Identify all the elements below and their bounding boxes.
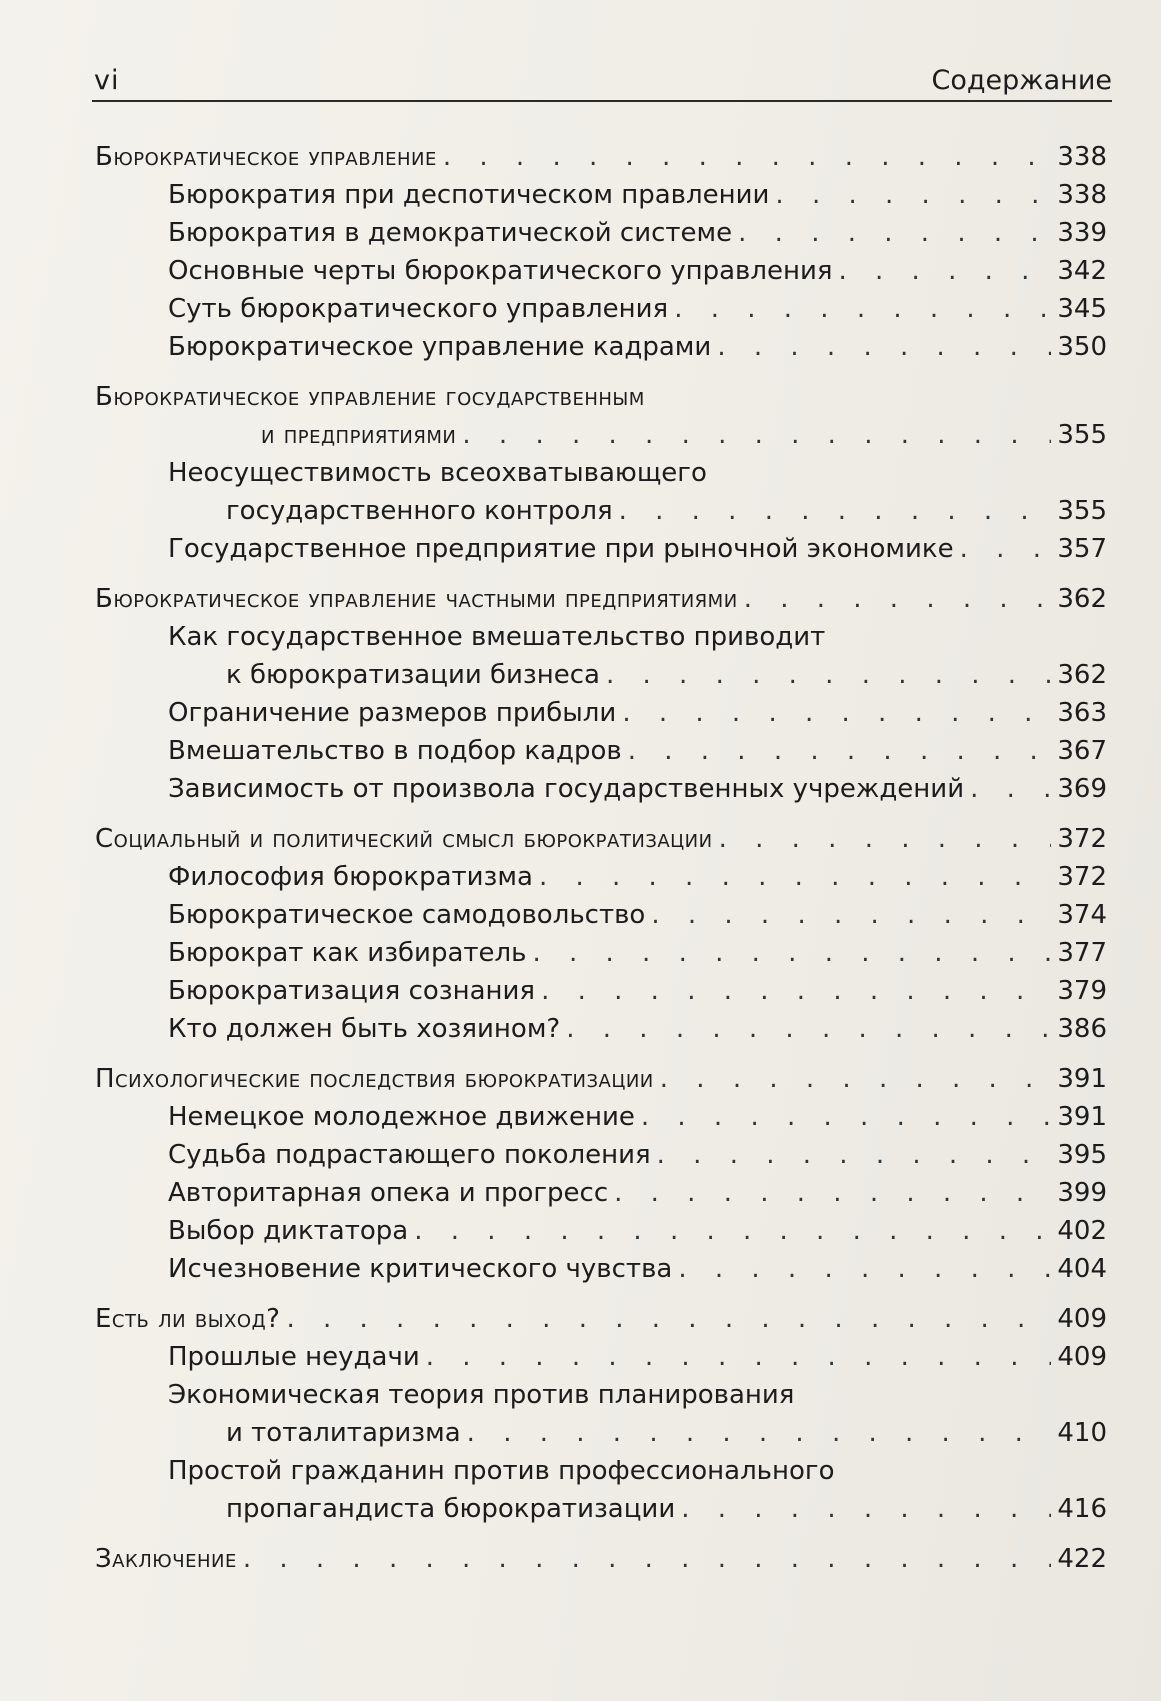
toc-section[interactable]	[95, 770, 1107, 808]
toc-section[interactable]	[95, 972, 1107, 1010]
dot-leader	[964, 770, 1051, 808]
toc-entry-title-line1: Простой гражданин против профессионального	[168, 1456, 835, 1486]
toc-section[interactable]	[95, 1338, 1107, 1376]
dot-leader	[622, 732, 1051, 770]
dot-leader	[456, 416, 1051, 454]
toc-entry-title: Судьба подрастающего поколения	[168, 1140, 651, 1170]
toc-chapter[interactable]	[95, 378, 1107, 454]
toc-entry-title: Государственное предприятие при рыночной экономике	[168, 534, 954, 564]
toc-page-number: 391	[1057, 1102, 1107, 1132]
toc-chapter[interactable]	[95, 580, 1107, 618]
toc-page-number: 362	[1057, 660, 1107, 690]
toc-entry-title: Социальный и политический смысл бюрократизации	[95, 824, 713, 854]
toc-page-number: 338	[1057, 180, 1107, 210]
running-header	[92, 58, 1112, 102]
dot-leader	[672, 1250, 1051, 1288]
toc-page-number: 367	[1057, 736, 1107, 766]
toc-entry-title: Психологические последствия бюрократизации	[95, 1064, 654, 1094]
toc-entry-title-line2: и тоталитаризма	[226, 1418, 461, 1448]
toc-entry-title-line2: и предприятиями	[261, 420, 457, 450]
toc-section[interactable]	[95, 252, 1107, 290]
toc-section[interactable]	[95, 618, 1107, 694]
toc-page-number: 416	[1057, 1494, 1107, 1524]
toc-page-number: 355	[1057, 420, 1107, 450]
dot-leader	[645, 896, 1051, 934]
dot-leader	[437, 138, 1051, 176]
toc-entry-title-line2: к бюрократизации бизнеса	[226, 660, 600, 690]
dot-leader	[635, 1098, 1051, 1136]
toc-section[interactable]	[95, 1250, 1107, 1288]
toc-page-number: 410	[1057, 1418, 1107, 1448]
dot-leader	[237, 1540, 1051, 1578]
dot-leader	[600, 656, 1051, 694]
toc-entry-title-line1: Как государственное вмешательство приводит	[168, 622, 826, 652]
dot-leader	[608, 1174, 1051, 1212]
toc-section[interactable]	[95, 1136, 1107, 1174]
toc-section[interactable]	[95, 328, 1107, 366]
toc-entry-title: Бюрократизация сознания	[168, 976, 536, 1006]
toc-page-number: 391	[1057, 1064, 1107, 1094]
toc-page-number: 342	[1057, 256, 1107, 286]
toc-page-number: 377	[1057, 938, 1107, 968]
dot-leader	[613, 492, 1051, 530]
toc-entry-title-line1: Неосуществимость всеохватывающего	[168, 458, 707, 488]
toc-page-number: 350	[1057, 332, 1107, 362]
toc-chapter[interactable]	[95, 820, 1107, 858]
dot-leader	[954, 530, 1051, 568]
dot-leader	[280, 1300, 1051, 1338]
dot-leader	[668, 290, 1051, 328]
toc-section[interactable]	[95, 858, 1107, 896]
toc-section[interactable]	[95, 1212, 1107, 1250]
toc-page-number: 363	[1057, 698, 1107, 728]
toc-entry-title: Бюрократическое самодовольство	[168, 900, 646, 930]
dot-leader	[833, 252, 1052, 290]
dot-leader	[711, 328, 1051, 366]
toc-page-number: 338	[1057, 142, 1107, 172]
dot-leader	[535, 972, 1051, 1010]
toc-page-number: 355	[1057, 496, 1107, 526]
toc-entry-title: Заключение	[95, 1544, 237, 1574]
toc-entry-title: Бюрократия в демократической системе	[168, 218, 733, 248]
toc-chapter[interactable]	[95, 1060, 1107, 1098]
toc-section[interactable]	[95, 694, 1107, 732]
dot-leader	[651, 1136, 1051, 1174]
toc-entry-title: Основные черты бюрократического управления	[168, 256, 833, 286]
toc-entry-title: Немецкое молодежное движение	[168, 1102, 635, 1132]
toc-entry-title: Вмешательство в подбор кадров	[168, 736, 622, 766]
toc-section[interactable]	[95, 1098, 1107, 1136]
toc-page-number: 404	[1057, 1254, 1107, 1284]
toc-entry-title: Суть бюрократического управления	[168, 294, 669, 324]
toc-section[interactable]	[95, 1376, 1107, 1452]
toc-page-number: 345	[1057, 294, 1107, 324]
toc-entry-title: Ограничение размеров прибыли	[168, 698, 617, 728]
toc-entry-title: Бюрократическое управление	[95, 142, 437, 172]
toc-entry-title: Бюрократия при деспотическом правлении	[168, 180, 770, 210]
toc-entry-title: Кто должен быть хозяином?	[168, 1014, 561, 1044]
toc-section[interactable]	[95, 290, 1107, 328]
toc-page-number: 395	[1057, 1140, 1107, 1170]
toc-entry-title: Бюрократическое управление кадрами	[168, 332, 712, 362]
toc-section[interactable]	[95, 732, 1107, 770]
dot-leader	[408, 1212, 1051, 1250]
dot-leader	[560, 1010, 1051, 1048]
toc-chapter[interactable]	[95, 1300, 1107, 1338]
toc-page-number: 399	[1057, 1178, 1107, 1208]
toc-page-number: 379	[1057, 976, 1107, 1006]
toc-section[interactable]	[95, 1452, 1107, 1528]
dot-leader	[533, 858, 1051, 896]
toc-entry-title-line2: пропагандиста бюрократизации	[226, 1494, 676, 1524]
toc-entry-title: Бюрократическое управление частными предприятиями	[95, 584, 738, 614]
toc-page-number: 409	[1057, 1342, 1107, 1372]
toc-page-number: 339	[1057, 218, 1107, 248]
toc-entry-title-line2: государственного контроля	[226, 496, 613, 526]
dot-leader	[616, 694, 1051, 732]
toc-page-number: 409	[1057, 1304, 1107, 1334]
dot-leader	[654, 1060, 1051, 1098]
toc-entry-title: Исчезновение критического чувства	[168, 1254, 673, 1284]
toc-section[interactable]	[95, 214, 1107, 252]
toc-page-number: 402	[1057, 1216, 1107, 1246]
dot-leader	[732, 214, 1051, 252]
dot-leader	[713, 820, 1051, 858]
toc-page-number: 357	[1057, 534, 1107, 564]
toc-section[interactable]	[95, 934, 1107, 972]
toc-section[interactable]	[95, 1174, 1107, 1212]
toc-entry-title: Зависимость от произвола государственных учреждений	[168, 774, 965, 804]
toc-chapter[interactable]	[95, 1540, 1107, 1578]
toc-page-number: 422	[1057, 1544, 1107, 1574]
toc-entry-title: Авторитарная опека и прогресс	[168, 1178, 609, 1208]
dot-leader	[461, 1414, 1051, 1452]
toc-entry-title: Прошлые неудачи	[168, 1342, 420, 1372]
toc-page-number: 362	[1057, 584, 1107, 614]
dot-leader	[675, 1490, 1051, 1528]
toc-page-number: 374	[1057, 900, 1107, 930]
toc-page-number: 372	[1057, 824, 1107, 854]
toc-section[interactable]	[95, 530, 1107, 568]
toc-section[interactable]	[95, 176, 1107, 214]
toc-page-number: 369	[1057, 774, 1107, 804]
toc-entry-title: Есть ли выход?	[95, 1304, 281, 1334]
toc-entry-title-line1: Экономическая теория против планирования	[168, 1380, 795, 1410]
toc-entry-title: Бюрократ как избиратель	[168, 938, 527, 968]
toc-entry-title: Философия бюрократизма	[168, 862, 533, 892]
toc-entry-title: Выбор диктатора	[168, 1216, 409, 1246]
dot-leader	[738, 580, 1051, 618]
toc-chapter[interactable]	[95, 138, 1107, 176]
toc-page-number: 372	[1057, 862, 1107, 892]
table-of-contents	[95, 138, 1107, 1578]
dot-leader	[769, 176, 1051, 214]
toc-section[interactable]	[95, 1010, 1107, 1048]
page-number: vi	[94, 65, 120, 96]
dot-leader	[420, 1338, 1051, 1376]
dot-leader	[526, 934, 1051, 972]
toc-page-number: 386	[1057, 1014, 1107, 1044]
toc-entry-title-line1: Бюрократическое управление государственным	[95, 382, 645, 412]
toc-section[interactable]	[95, 896, 1107, 934]
running-title: Содержание	[931, 65, 1112, 96]
toc-section[interactable]	[95, 454, 1107, 530]
